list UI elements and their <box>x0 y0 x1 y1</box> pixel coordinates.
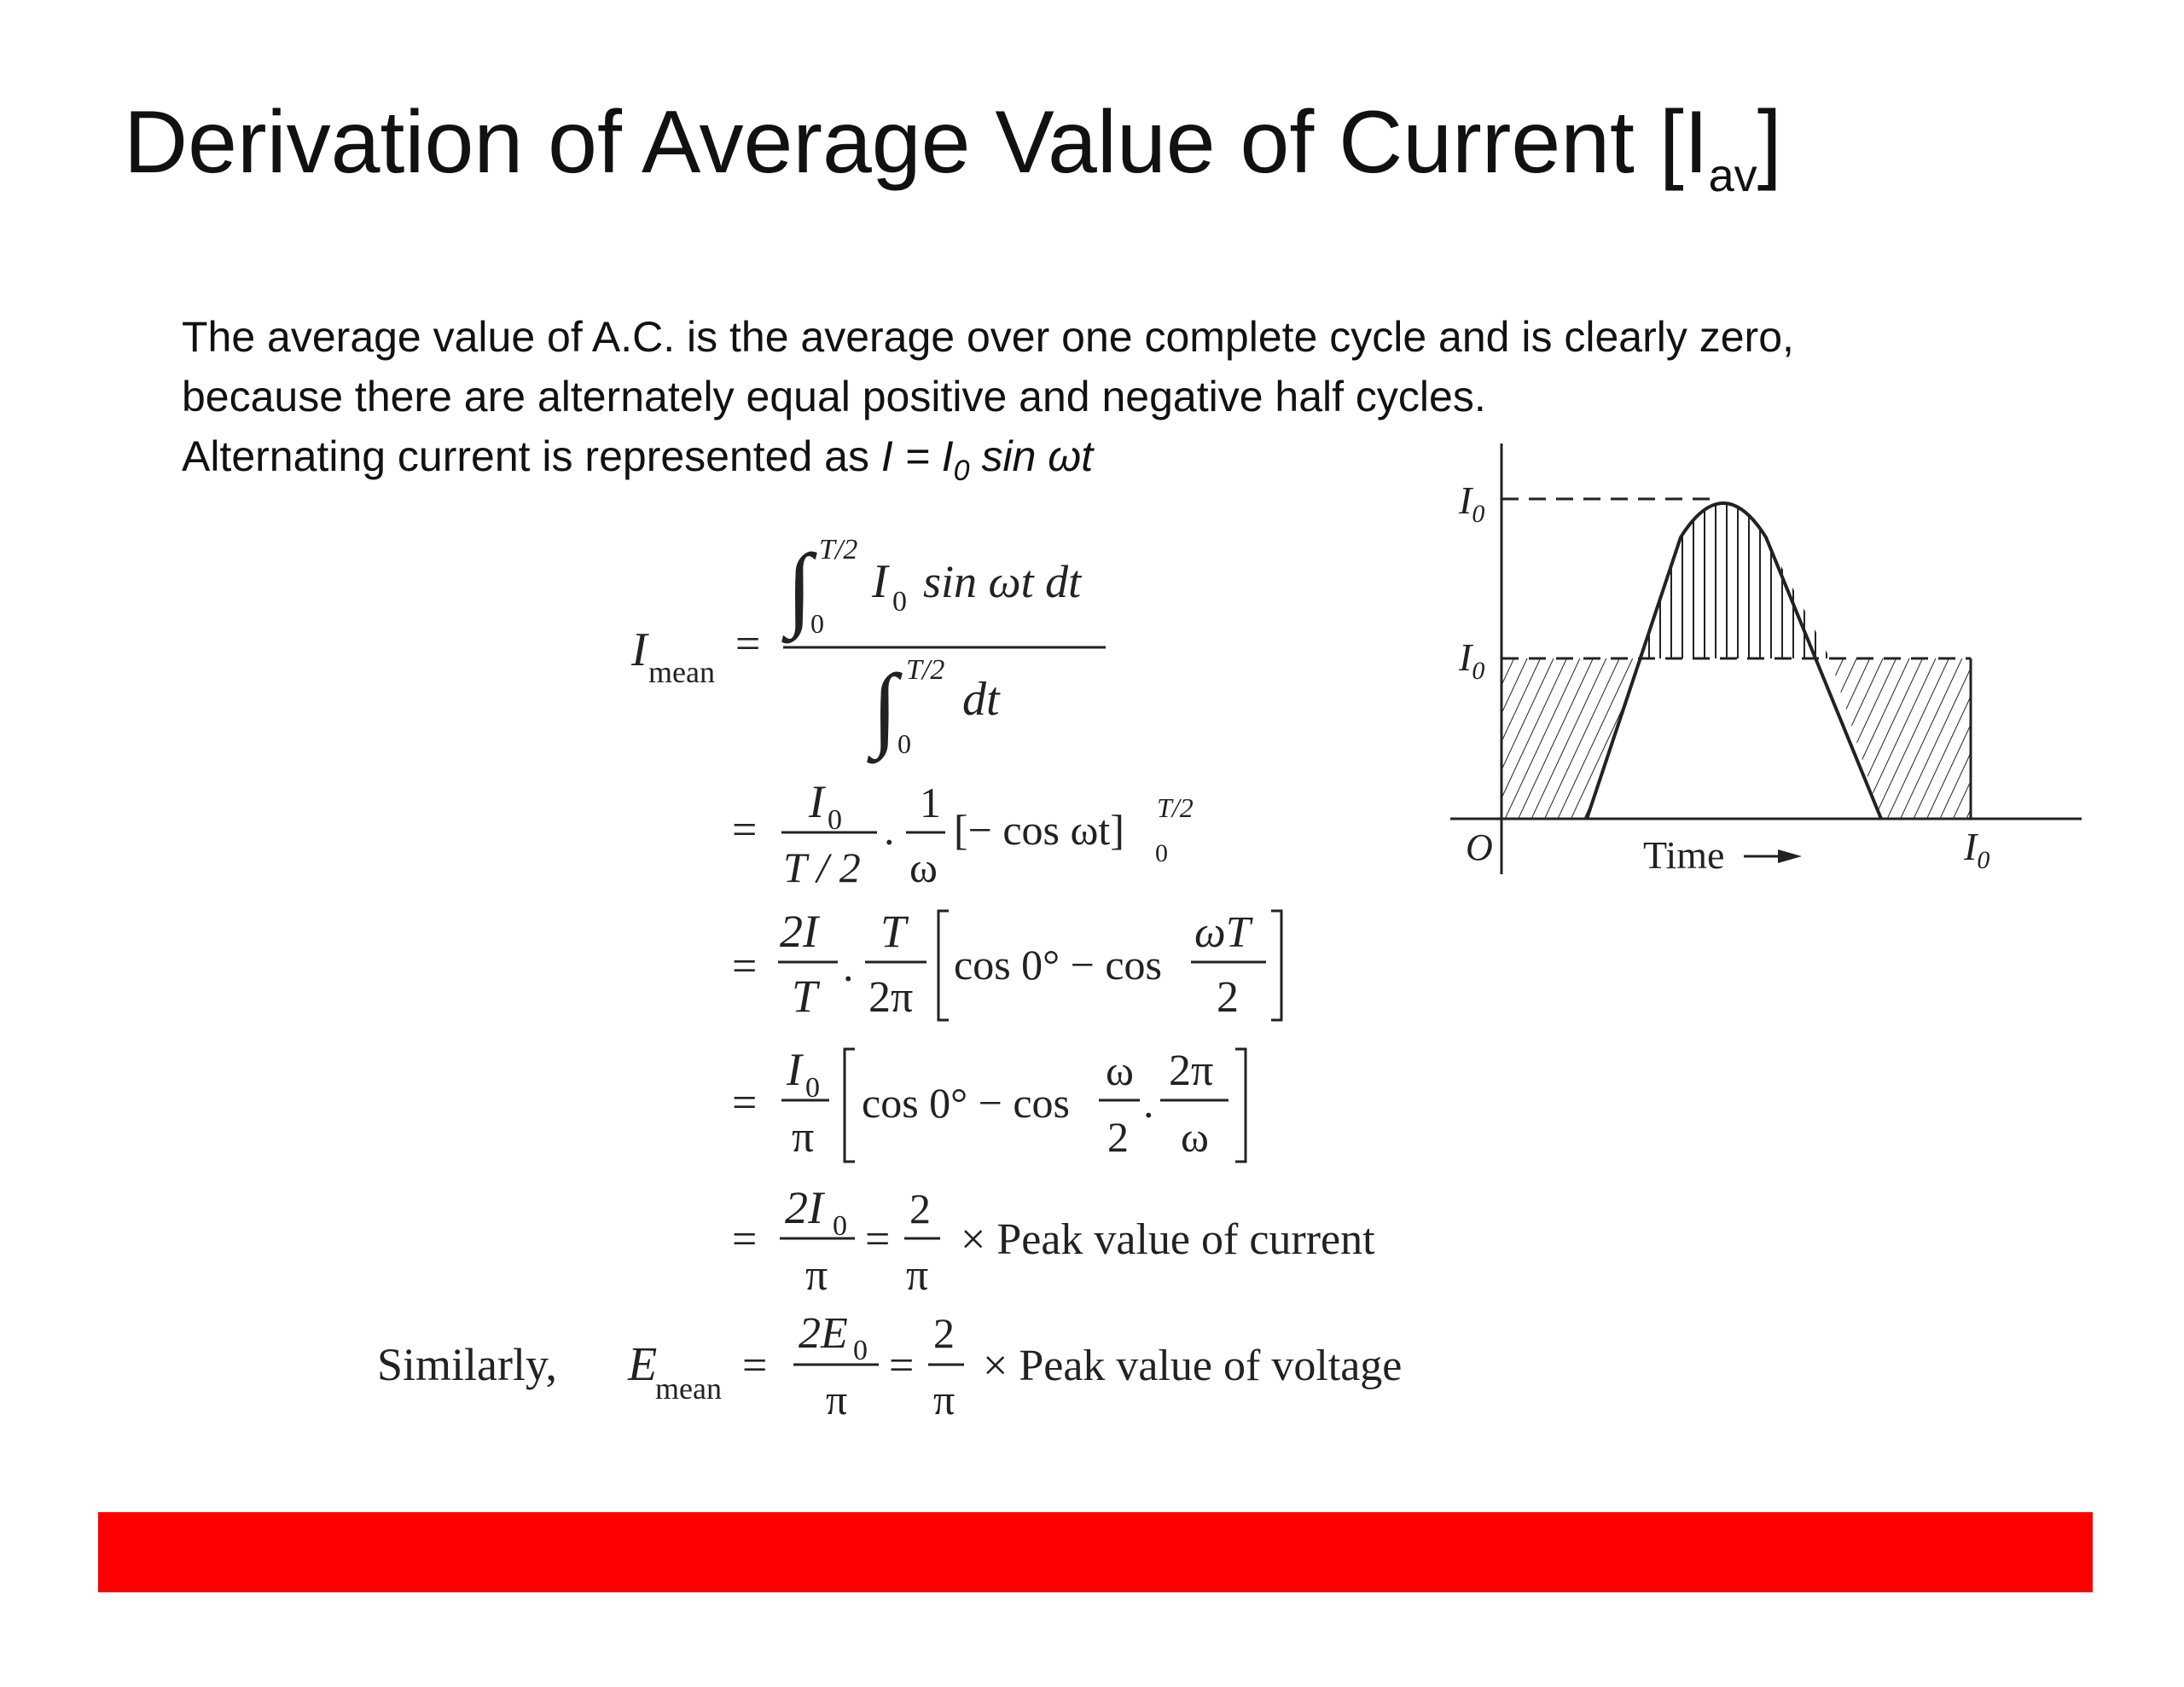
paragraph-line-3: Alternating current is represented as $I = I_0$ sin ωt <box>182 432 1094 487</box>
svg-text:0: 0 <box>897 728 911 759</box>
svg-text:0: 0 <box>833 1210 847 1242</box>
svg-text:π: π <box>826 1376 848 1423</box>
paragraph-line-1: The average value of A.C. is the average over one complete cycle and is clearly zero, <box>182 313 1794 361</box>
svg-text:=: = <box>742 1342 768 1390</box>
equation-step-1 <box>732 776 1194 891</box>
svg-text:mean: mean <box>655 1371 722 1406</box>
svg-text:π: π <box>906 1251 929 1300</box>
svg-text:cos 0° − cos: cos 0° − cos <box>954 941 1162 988</box>
svg-text:× Peak value of current: × Peak value of current <box>961 1215 1375 1264</box>
svg-text:I: I <box>872 555 888 608</box>
current-formula: $I = I_0$ sin ωt <box>880 432 1094 487</box>
integral-sign: ∫ <box>872 655 898 759</box>
label-period: $I_0$ <box>1964 825 1990 874</box>
svg-text:0: 0 <box>853 1335 868 1366</box>
svg-text:I: I <box>809 776 824 827</box>
label-origin: O <box>1466 826 1493 868</box>
svg-text:=: = <box>732 942 758 991</box>
integral-sign: ∫ <box>787 535 813 639</box>
hatched-region-peak <box>1641 503 1830 658</box>
title-subscript: av <box>1708 150 1757 201</box>
svg-text:T/2: T/2 <box>1157 792 1194 823</box>
svg-text:2: 2 <box>909 1185 931 1232</box>
svg-text:I: I <box>787 1044 802 1095</box>
svg-text:2: 2 <box>1217 973 1239 1022</box>
equation-step-2 <box>732 906 1281 1022</box>
svg-text:2: 2 <box>933 1309 955 1357</box>
svg-text:sin ωt dt: sin ωt dt <box>923 556 1082 607</box>
svg-text:=: = <box>732 1215 758 1264</box>
svg-text:ω: ω <box>1106 1046 1134 1094</box>
waveform-figure <box>1433 435 2099 896</box>
equation-mean-definition <box>630 534 1106 764</box>
svg-text:cos 0° − cos: cos 0° − cos <box>862 1079 1070 1127</box>
hatched-region-left <box>1502 658 1641 819</box>
svg-text:0: 0 <box>805 1072 820 1104</box>
svg-text:=: = <box>865 1215 891 1264</box>
svg-text:0: 0 <box>810 608 824 639</box>
label-peak: $I_0$ <box>1459 478 1485 528</box>
svg-text:.: . <box>1143 1079 1154 1127</box>
svg-text:2I: 2I <box>780 906 818 957</box>
equation-voltage-mean <box>377 1309 1402 1423</box>
paragraph-line-2: because there are alternately equal positive and negative half cycles. <box>182 373 1486 420</box>
svg-text:T/2: T/2 <box>906 654 945 686</box>
arrow-right-icon <box>1744 849 1802 863</box>
svg-text:=: = <box>889 1342 915 1390</box>
svg-text:ωT: ωT <box>1194 908 1251 957</box>
svg-text:E: E <box>628 1338 658 1391</box>
hatched-region-right <box>1830 658 1971 819</box>
svg-text:[− cos ωt]: [− cos ωt] <box>954 806 1124 854</box>
svg-text:0: 0 <box>1155 839 1168 867</box>
svg-text:=: = <box>735 620 761 669</box>
svg-text:.: . <box>843 942 854 990</box>
svg-text:2π: 2π <box>1169 1046 1214 1095</box>
label-mean: $I_0$ <box>1459 635 1485 685</box>
svg-text:ω: ω <box>1181 1113 1209 1161</box>
svg-text:× Peak value of voltage: × Peak value of voltage <box>983 1342 1403 1390</box>
svg-text:π: π <box>805 1251 828 1300</box>
svg-text:=: = <box>732 1079 758 1128</box>
svg-text:π: π <box>933 1376 956 1423</box>
svg-text:T / 2: T / 2 <box>783 844 861 891</box>
accent-bar <box>98 1512 2093 1592</box>
svg-text:mean: mean <box>648 655 715 689</box>
slide-title: Derivation of Average Value of Current $[I_{av}]$ <box>124 93 1782 201</box>
svg-text:Similarly,: Similarly, <box>377 1339 557 1390</box>
svg-text:π: π <box>792 1113 815 1162</box>
svg-text:.: . <box>884 806 895 854</box>
svg-text:T: T <box>880 906 907 957</box>
svg-text:2π: 2π <box>868 973 914 1022</box>
label-time: Time <box>1643 833 1725 877</box>
svg-text:2: 2 <box>1107 1113 1129 1161</box>
svg-text:dt: dt <box>962 673 1000 726</box>
equation-step-3 <box>732 1044 1246 1162</box>
svg-text:0: 0 <box>828 804 842 836</box>
svg-text:T/2: T/2 <box>819 534 858 565</box>
svg-text:2I: 2I <box>785 1182 823 1233</box>
equation-step-4 <box>732 1182 1375 1300</box>
svg-text:T: T <box>792 971 818 1022</box>
svg-text:2E: 2E <box>799 1309 848 1358</box>
svg-text:=: = <box>732 806 758 855</box>
svg-text:ω: ω <box>909 844 938 891</box>
svg-text:I: I <box>631 623 648 676</box>
svg-text:1: 1 <box>920 779 941 826</box>
svg-text:0: 0 <box>892 586 907 617</box>
